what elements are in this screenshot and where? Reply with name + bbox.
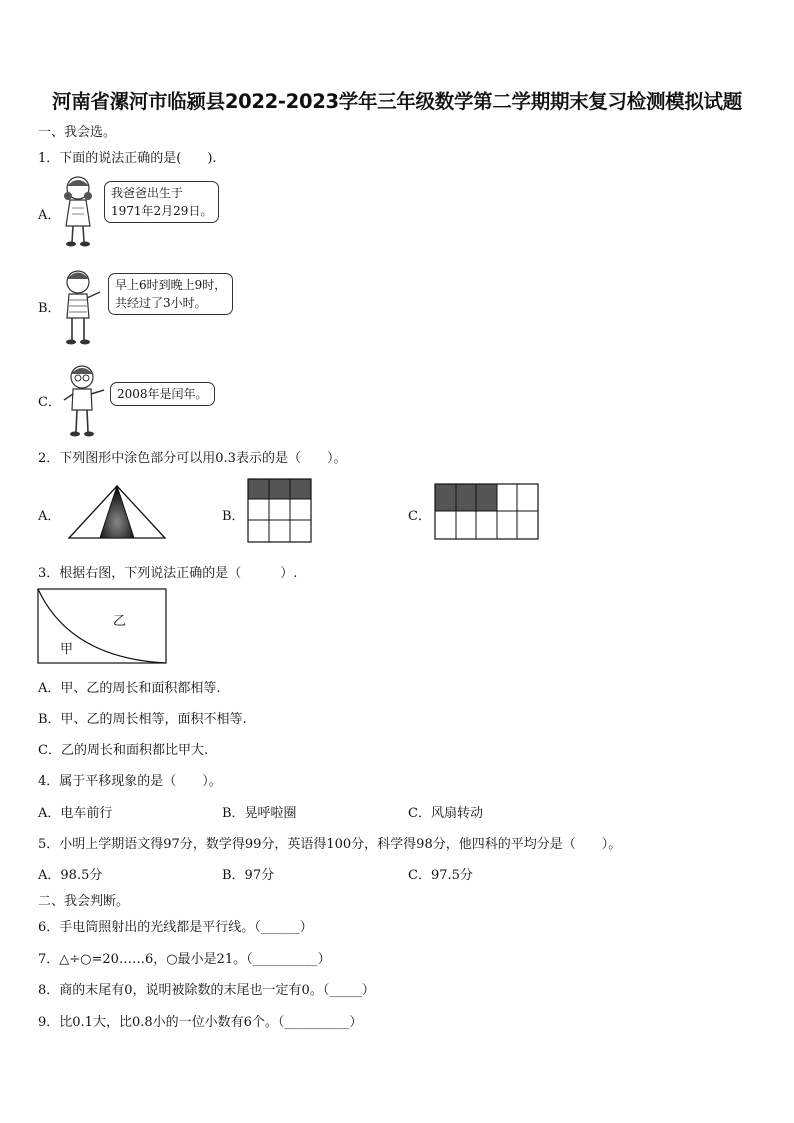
question-3-stem: 3．根据右图，下列说法正确的是（ ）.: [38, 566, 298, 581]
q4-option-a: A．电车前行: [38, 806, 113, 821]
q1-option-b-bubble-line2: 共经过了3小时。: [115, 296, 207, 310]
q4-option-b: B．晃呼啦圈: [222, 806, 297, 821]
question-2-stem: 2．下列图形中涂色部分可以用0.3表示的是（ ）。: [38, 451, 347, 466]
q1-option-a-bubble-line1: 我爸爸出生于: [111, 186, 184, 200]
q2-option-a-label: A．: [38, 509, 61, 524]
q1-option-b-label: B．: [38, 301, 61, 316]
page-title: 河南省漯河市临颍县2022-2023学年三年级数学第二学期期末复习检测模拟试题: [52, 90, 742, 113]
question-4-stem: 4．属于平移现象的是（ ）。: [38, 774, 222, 789]
q5-option-b: B．97分: [222, 868, 275, 883]
q3-option-b: B．甲、乙的周长相等，面积不相等.: [38, 712, 247, 727]
question-1-stem: 1．下面的说法正确的是( ).: [38, 151, 217, 166]
q3-region-jia-label: 甲: [60, 642, 74, 657]
q3-option-a: A．甲、乙的周长和面积都相等.: [38, 681, 221, 696]
section-heading-judge: 二、我会判断。: [38, 894, 130, 909]
q1-option-a-label: A．: [38, 208, 61, 223]
question-7: 7．△÷○=20……6，○最小是21。（__________）: [38, 952, 331, 967]
q3-region-yi-label: 乙: [113, 614, 127, 629]
question-5-stem: 5．小明上学期语文得97分，数学得99分，英语得100分，科学得98分，他四科的平均分是（ ）。: [38, 837, 622, 852]
q1-option-c-bubble-text: 2008年是闰年。: [117, 387, 208, 401]
q3-option-c: C．乙的周长和面积都比甲大.: [38, 743, 209, 758]
q1-option-b-bubble-line1: 早上6时到晚上9时，: [115, 278, 227, 292]
q5-option-a: A．98.5分: [38, 868, 103, 883]
question-9: 9．比0.1大，比0.8小的一位小数有6个。（__________）: [38, 1015, 363, 1030]
q2-option-c-label: C．: [408, 509, 431, 524]
q1-option-c-label: C．: [38, 395, 61, 410]
question-6: 6．手电筒照射出的光线都是平行线。（______）: [38, 920, 313, 935]
q5-option-c: C．97.5分: [408, 868, 473, 883]
question-8: 8．商的末尾有0，说明被除数的末尾也一定有0。（_____）: [38, 983, 375, 998]
q1-option-a-bubble-line2: 1971年2月29日。: [111, 204, 213, 218]
q4-option-c: C．风扇转动: [408, 806, 483, 821]
q2-option-b-label: B．: [222, 509, 245, 524]
section-heading-choice: 一、我会选。: [38, 125, 117, 140]
